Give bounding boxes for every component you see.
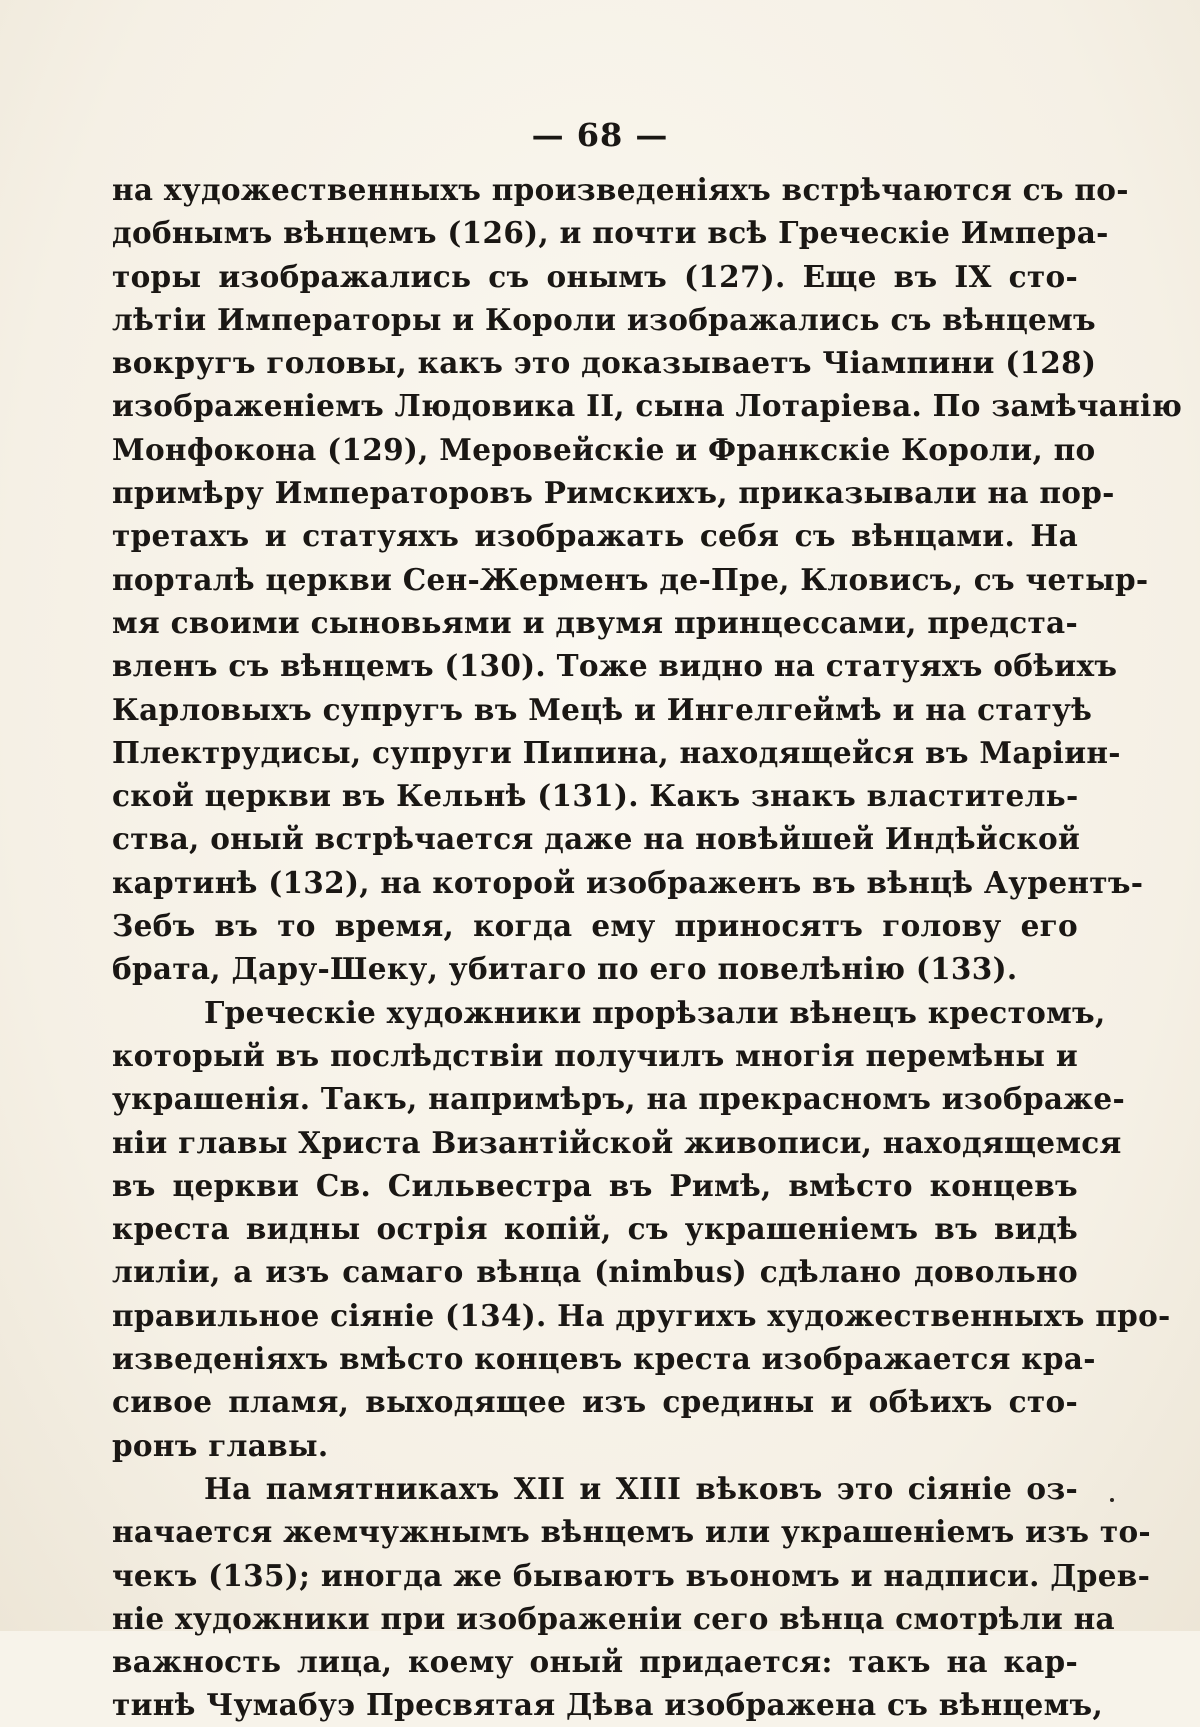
text-line: третахъ и статуяхъ изображать себя съ вѣнцами. На: [112, 518, 1078, 554]
text-line: изображеніемъ Людовика II, сына Лотаріева. По замѣчанію: [112, 388, 1183, 424]
text-line: добнымъ вѣнцемъ (126), и почти всѣ Греческіе Импера-: [112, 215, 1109, 251]
text-line: Карловыхъ супругъ въ Мецѣ и Ингелгеймѣ и на статуѣ: [112, 691, 1093, 727]
text-line: изведеніяхъ вмѣсто концевъ креста изображается кра-: [112, 1341, 1096, 1377]
text-line: порталѣ церкви Сен-Жерменъ де-Пре, Кловисъ, съ четыр-: [112, 561, 1149, 597]
text-line: чекъ (135); иногда же бываютъ въономъ и надписи. Древ-: [112, 1557, 1151, 1593]
paper-speck: [1110, 1498, 1114, 1502]
text-line: Зебъ въ то время, когда ему приносятъ голову его: [112, 908, 1078, 944]
text-line: картинѣ (132), на которой изображенъ въ вѣнцѣ Аурентъ-: [112, 864, 1144, 900]
text-line: правильное сіяніе (134). На другихъ художественныхъ про-: [112, 1297, 1171, 1333]
text-line: креста видны острія копій, съ украшеніемъ въ видѣ: [112, 1211, 1078, 1247]
text-line: ства, оный встрѣчается даже на новѣйшей Индѣйской: [112, 821, 1081, 857]
text-line: ніи главы Христа Византійской живописи, находящемся: [112, 1124, 1122, 1160]
text-line: въ церкви Св. Сильвестра въ Римѣ, вмѣсто концевъ: [112, 1167, 1078, 1203]
text-line: примѣру Императоровъ Римскихъ, приказывали на пор-: [112, 475, 1115, 511]
text-line: брата, Дару-Шеку, убитаго по его повелѣнію (133).: [112, 951, 1018, 987]
text-line: вленъ съ вѣнцемъ (130). Тоже видно на статуяхъ обѣихъ: [112, 648, 1118, 684]
text-line: Плектрудисы, супруги Пипина, находящейся въ Маріин-: [112, 734, 1121, 770]
text-line: начается жемчужнымъ вѣнцемъ или украшеніемъ изъ то-: [112, 1514, 1151, 1550]
text-line: лиліи, а изъ самаго вѣнца (nimbus) сдѣлано довольно: [112, 1254, 1078, 1290]
text-line: ронъ главы.: [112, 1427, 329, 1463]
page-body-text: [112, 168, 1183, 1727]
text-line: сивое пламя, выходящее изъ средины и обѣихъ сто-: [112, 1384, 1078, 1420]
text-line: тинѣ Чумабуэ Пресвятая Дѣва изображена съ вѣнцемъ,: [112, 1687, 1104, 1723]
text-line: вокругъ головы, какъ это доказываетъ Чіампини (128): [112, 345, 1097, 381]
text-line: мя своими сыновьями и двумя принцессами, предста-: [112, 604, 1078, 640]
text-line: важность лица, коему оный придается: такъ на кар-: [112, 1644, 1078, 1680]
text-line: На памятникахъ XII и XIII вѣковъ это сіяніе оз-: [204, 1470, 1078, 1506]
text-line: Монфокона (129), Меровейскіе и Франкскіе Короли, по: [112, 431, 1096, 467]
text-line: Греческіе художники прорѣзали вѣнецъ крестомъ,: [204, 994, 1106, 1030]
text-line: украшенія. Такъ, напримѣръ, на прекрасномъ изображе-: [112, 1081, 1126, 1117]
text-line: лѣтіи Императоры и Короли изображались съ вѣнцемъ: [112, 301, 1096, 337]
text-line: торы изображались съ онымъ (127). Еще въ IX сто-: [112, 258, 1078, 294]
text-line: который въ послѣдствіи получилъ многія перемѣны и: [112, 1037, 1078, 1073]
page-number: — 68 —: [531, 116, 669, 154]
text-line: ской церкви въ Кельнѣ (131). Какъ знакъ властитель-: [112, 778, 1079, 814]
text-line: на художественныхъ произведеніяхъ встрѣчаются съ по-: [112, 172, 1129, 207]
text-line: ніе художники при изображеніи сего вѣнца смотрѣли на: [112, 1600, 1115, 1636]
